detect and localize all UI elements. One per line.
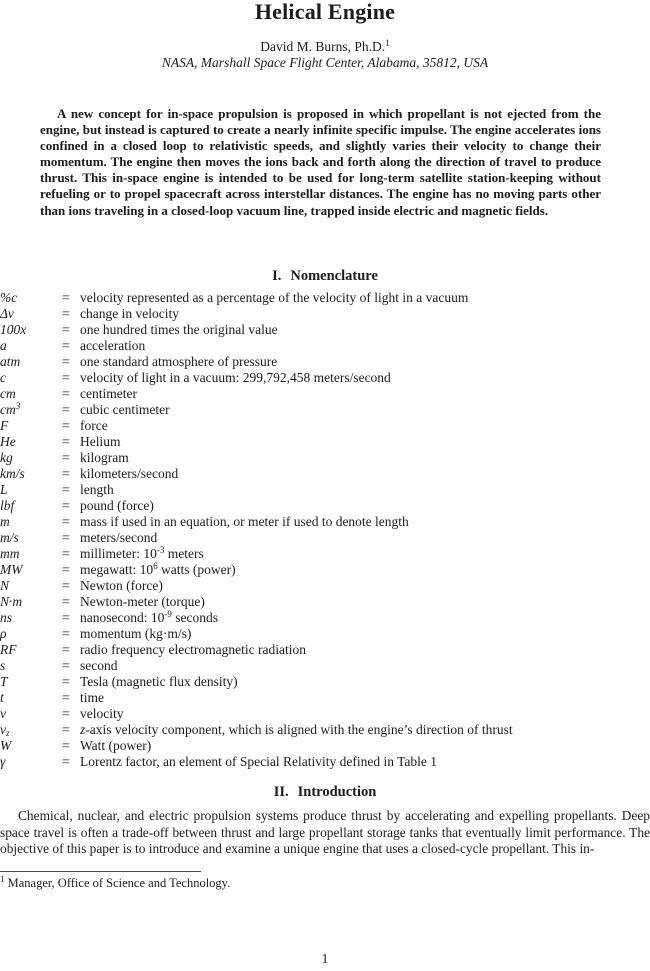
- equals-sign: =: [62, 690, 70, 705]
- equals-sign: =: [62, 706, 70, 721]
- nomenclature-row: [0, 386, 650, 402]
- equals-sign: =: [62, 674, 70, 689]
- nomenclature-row: [0, 306, 650, 322]
- equals-sign: =: [62, 306, 70, 321]
- equals-sign: =: [62, 418, 70, 433]
- section-title: Nomenclature: [290, 268, 378, 284]
- nomenclature-row: [0, 466, 650, 482]
- nomenclature-definition: kilometers/second: [80, 466, 179, 481]
- section-heading-introduction: [0, 784, 650, 801]
- nomenclature-symbol: RF: [0, 642, 17, 657]
- equals-sign: =: [62, 562, 70, 577]
- nomenclature-symbol: N·m: [0, 594, 23, 609]
- nomenclature-row: [0, 434, 650, 450]
- nomenclature-row: [0, 722, 650, 738]
- nomenclature-definition: acceleration: [80, 338, 146, 353]
- nomenclature-row: [0, 578, 650, 594]
- nomenclature-symbol: lbf: [0, 498, 15, 513]
- nomenclature-symbol: mm: [0, 546, 20, 561]
- equals-sign: =: [62, 370, 70, 385]
- equals-sign: =: [62, 338, 70, 353]
- nomenclature-symbol: N: [0, 578, 10, 593]
- nomenclature-symbol: s: [0, 658, 6, 673]
- section-number: I.: [272, 268, 282, 284]
- introduction-paragraph: Chemical, nuclear, and electric propulsion systems produce thrust by accelerating and expelling propellants. Deep space travel is often a trade-off between thrust and large propellant storage tanks that eventually limit performance. The objective of this paper is to introduce and examine a unique engine that uses a closed-cycle propellant. This in-: [0, 808, 650, 857]
- nomenclature-row: [0, 514, 650, 530]
- nomenclature-definition: Tesla (magnetic flux density): [80, 674, 238, 689]
- equals-sign: =: [62, 722, 70, 737]
- nomenclature-row: [0, 690, 650, 706]
- nomenclature-definition: force: [80, 418, 108, 433]
- equals-sign: =: [62, 530, 70, 545]
- nomenclature-definition: nanosecond: $10^{-9}$ seconds: [80, 609, 218, 625]
- nomenclature-row: [0, 290, 650, 306]
- nomenclature-definition: velocity represented as a percentage of the velocity of light in a vacuum: [80, 290, 469, 305]
- nomenclature-row: [0, 642, 650, 658]
- nomenclature-symbol: γ: [0, 754, 6, 769]
- nomenclature-symbol: t: [0, 690, 4, 705]
- nomenclature-definition: pound (force): [80, 498, 154, 513]
- nomenclature-symbol: MW: [0, 562, 23, 577]
- nomenclature-symbol: T: [0, 674, 8, 689]
- nomenclature-symbol: L: [0, 482, 8, 497]
- nomenclature-symbol: a: [0, 338, 7, 353]
- nomenclature-definition: mass if used in an equation, or meter if used to denote length: [80, 514, 409, 529]
- nomenclature-symbol: atm: [0, 354, 21, 369]
- equals-sign: =: [62, 642, 70, 657]
- nomenclature-definition: Newton-meter (torque): [80, 594, 205, 609]
- page-number: 1: [321, 951, 329, 966]
- nomenclature-row: [0, 482, 650, 498]
- nomenclature-symbol: c: [0, 370, 6, 385]
- nomenclature-list: [0, 290, 650, 770]
- nomenclature-definition: Helium: [80, 434, 121, 449]
- nomenclature-symbol: 100x: [0, 322, 27, 337]
- nomenclature-row: [0, 610, 650, 626]
- section-heading-nomenclature: [0, 268, 650, 285]
- nomenclature-symbol: kg: [0, 450, 13, 465]
- equals-sign: =: [62, 594, 70, 609]
- nomenclature-definition: megawatt: $10^6$ watts (power): [80, 561, 236, 577]
- equals-sign: =: [62, 626, 70, 641]
- nomenclature-definition: centimeter: [80, 386, 137, 401]
- nomenclature-symbol: F: [0, 418, 9, 433]
- section-number: II.: [273, 784, 289, 800]
- nomenclature-definition: meters/second: [80, 530, 158, 545]
- nomenclature-row: [0, 498, 650, 514]
- nomenclature-symbol: km/s: [0, 466, 25, 481]
- nomenclature-definition: Lorentz factor, an element of Special Relativity defined in Table 1: [80, 754, 438, 769]
- nomenclature-row: [0, 594, 650, 610]
- nomenclature-definition: second: [80, 658, 118, 673]
- nomenclature-symbol: ρ: [0, 626, 7, 641]
- nomenclature-row: [0, 706, 650, 722]
- footnote-area: [0, 871, 650, 891]
- nomenclature-definition: radio frequency electromagnetic radiation: [80, 642, 307, 657]
- equals-sign: =: [62, 434, 70, 449]
- equals-sign: =: [62, 498, 70, 513]
- nomenclature-symbol: $v_z$: [0, 722, 10, 738]
- equals-sign: =: [62, 290, 70, 305]
- nomenclature-symbol: cm: [0, 386, 16, 401]
- nomenclature-symbol: m: [0, 514, 10, 529]
- nomenclature-definition: momentum (kg·m/s): [80, 626, 192, 641]
- nomenclature-symbol: ns: [0, 610, 13, 625]
- nomenclature-symbol: v: [0, 706, 6, 721]
- equals-sign: =: [62, 610, 70, 625]
- nomenclature-symbol: He: [0, 434, 16, 449]
- nomenclature-definition: one hundred times the original value: [80, 322, 278, 337]
- nomenclature-definition: kilogram: [80, 450, 129, 465]
- nomenclature-definition: length: [80, 482, 114, 497]
- nomenclature-row: [0, 546, 650, 562]
- equals-sign: =: [62, 386, 70, 401]
- equals-sign: =: [62, 578, 70, 593]
- paper-title: Helical Engine: [254, 0, 396, 24]
- nomenclature-symbol: W: [0, 738, 12, 753]
- nomenclature-row: [0, 338, 650, 354]
- nomenclature-row: [0, 530, 650, 546]
- nomenclature-row: [0, 738, 650, 754]
- nomenclature-symbol: Δv: [0, 306, 14, 321]
- nomenclature-row: [0, 354, 650, 370]
- nomenclature-definition: Newton (force): [80, 578, 163, 593]
- nomenclature-row: [0, 754, 650, 770]
- nomenclature-row: [0, 402, 650, 418]
- nomenclature-symbol: $cm^3$: [0, 401, 21, 417]
- nomenclature-definition: one standard atmosphere of pressure: [80, 354, 278, 369]
- nomenclature-definition: time: [80, 690, 104, 705]
- nomenclature-row: [0, 370, 650, 386]
- nomenclature-definition: cubic centimeter: [80, 402, 170, 417]
- nomenclature-definition: velocity of light in a vacuum: 299,792,458 meters/second: [80, 370, 391, 385]
- nomenclature-row: [0, 450, 650, 466]
- nomenclature-row: [0, 418, 650, 434]
- nomenclature-row: [0, 658, 650, 674]
- equals-sign: =: [62, 514, 70, 529]
- nomenclature-row: [0, 626, 650, 642]
- author-line: David M. Burns, Ph.D.$^1$: [260, 38, 390, 54]
- equals-sign: =: [62, 402, 70, 417]
- equals-sign: =: [62, 450, 70, 465]
- nomenclature-definition: change in velocity: [80, 306, 179, 321]
- equals-sign: =: [62, 466, 70, 481]
- equals-sign: =: [62, 354, 70, 369]
- equals-sign: =: [62, 738, 70, 753]
- nomenclature-symbol: %c: [0, 290, 18, 305]
- nomenclature-row: [0, 674, 650, 690]
- equals-sign: =: [62, 322, 70, 337]
- footnote-text: $^1$ Manager, Office of Science and Technology.: [0, 874, 231, 890]
- nomenclature-row: [0, 322, 650, 338]
- nomenclature-row: [0, 562, 650, 578]
- affiliation-line: NASA, Marshall Space Flight Center, Alabama, 35812, USA: [161, 55, 489, 70]
- equals-sign: =: [62, 658, 70, 673]
- equals-sign: =: [62, 754, 70, 769]
- nomenclature-definition: Watt (power): [80, 738, 152, 753]
- nomenclature-definition: velocity: [80, 706, 124, 721]
- abstract-paragraph: A new concept for in-space propulsion is proposed in which propellant is not ejected from the engine, but instead is captured to create a nearly infinite specific impulse. The engine accelerates ions confined in a closed loop to relativistic speeds, and slightly varies their velocity to change their momentum. The engine then moves the ions back and forth along the direction of travel to produce thrust. This in-space engine is intended to be used for long-term satellite station-keeping without refueling or to propel spacecraft across interstellar distances. The engine has no moving parts other than ions traveling in a closed-loop vacuum line, trapped inside electric and magnetic fields.: [40, 106, 601, 218]
- section-title: Introduction: [297, 784, 377, 800]
- nomenclature-definition: millimeter: $10^{-3}$ meters: [80, 545, 204, 561]
- equals-sign: =: [62, 482, 70, 497]
- footnote-rule: [0, 871, 201, 872]
- paper-header: [0, 0, 650, 71]
- nomenclature-definition: z-axis velocity component, which is aligned with the engine’s direction of thrust: [80, 722, 513, 737]
- nomenclature-symbol: m/s: [0, 530, 19, 545]
- equals-sign: =: [62, 546, 70, 561]
